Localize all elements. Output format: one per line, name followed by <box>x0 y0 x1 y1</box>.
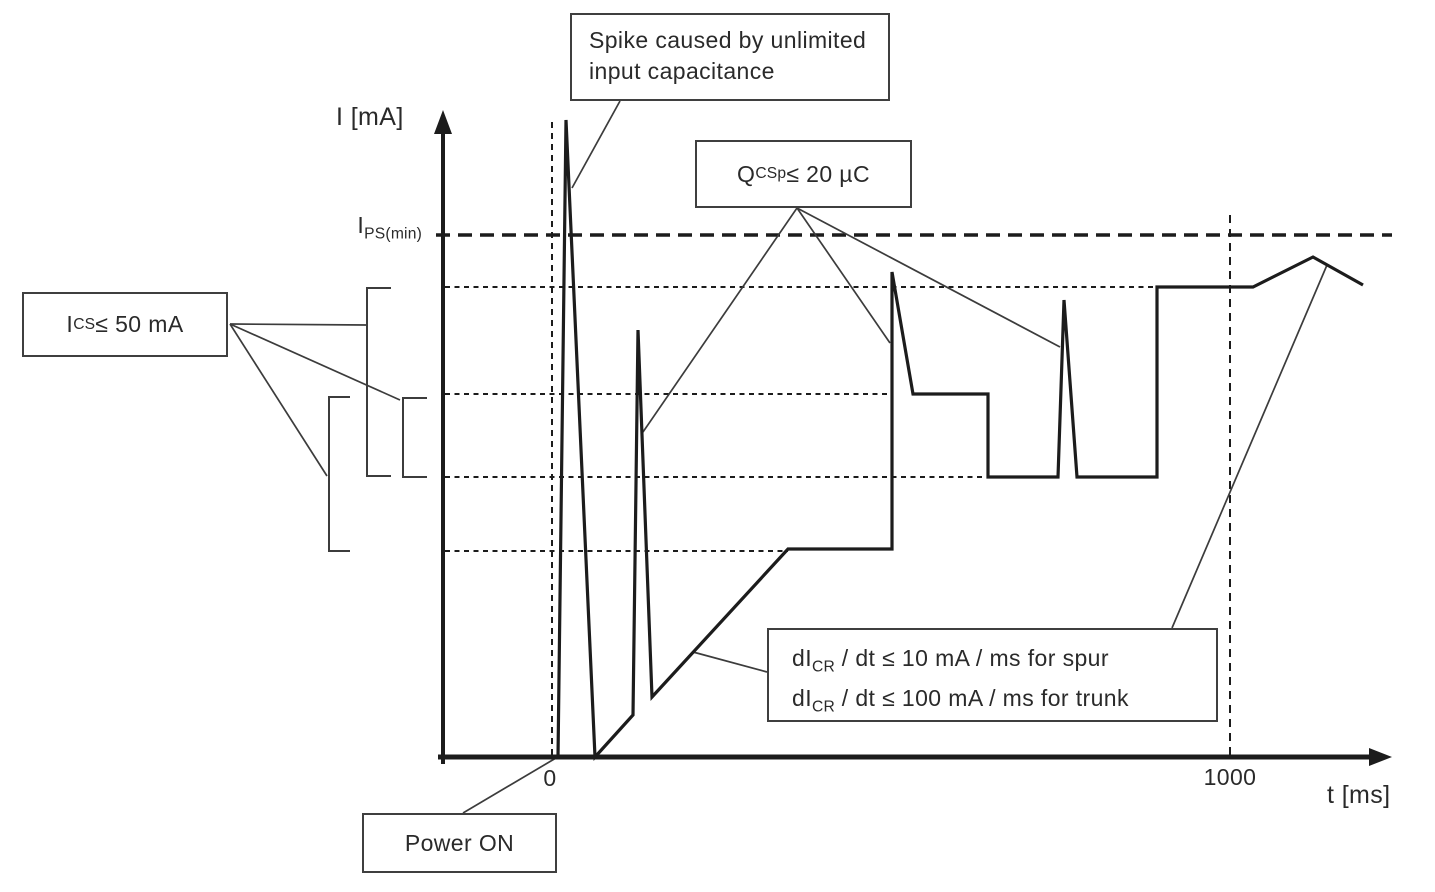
leader-line-3 <box>797 208 890 343</box>
leader-line-4 <box>797 208 1060 347</box>
leader-line-1 <box>572 101 620 188</box>
y-axis-label: I [mA] <box>336 103 404 131</box>
ics-bracket-lower <box>329 397 350 551</box>
qcsp-rest: ≤ 20 µC <box>786 160 870 187</box>
x-axis-label: t [ms] <box>1327 781 1391 809</box>
dicr-line2-rest: / dt ≤ 100 mA / ms for trunk <box>834 684 1129 711</box>
leader-line-5 <box>230 324 366 325</box>
spike-callout-box <box>570 13 890 101</box>
ics-bracket-inner <box>403 398 427 477</box>
x-tick-1000: 1000 <box>1203 764 1257 790</box>
ips-min-label-base: I <box>357 212 365 238</box>
dicr-line1-rest: / dt ≤ 10 mA / ms for spur <box>834 645 1109 671</box>
dicr-line2-sub: CR <box>811 698 835 716</box>
ics-base: I <box>66 311 74 337</box>
dicr-line1-sub: CR <box>811 658 835 676</box>
qcsp-callout-box <box>695 140 912 208</box>
ips-min-label-sub: PS(min) <box>364 225 422 243</box>
power-on-callout-box: Power ON <box>362 813 557 873</box>
ips-min-label <box>328 212 422 244</box>
ics-bracket-upper <box>367 288 391 476</box>
ics-rest: ≤ 50 mA <box>95 311 184 337</box>
dicr-line1-base: dI <box>792 645 812 671</box>
dicr-line1 <box>792 643 1216 683</box>
leader-line-7 <box>230 324 327 476</box>
leader-line-6 <box>230 324 400 400</box>
leader-line-9 <box>1172 265 1327 628</box>
dicr-callout-box <box>767 628 1218 722</box>
ics-callout-box <box>22 292 228 357</box>
leader-line-8 <box>693 652 767 672</box>
y-axis-arrowhead <box>434 110 452 134</box>
leader-line-2 <box>643 208 797 432</box>
x-tick-0: 0 <box>543 765 557 791</box>
dicr-line2 <box>792 683 1216 723</box>
ics-sub: CS <box>73 315 96 333</box>
spike-callout-line2: input capacitance <box>589 58 775 84</box>
qcsp-base: Q <box>737 160 756 187</box>
x-axis-arrowhead <box>1369 748 1392 766</box>
dicr-line2-base: dI <box>792 684 812 711</box>
spike-callout-line1: Spike caused by unlimited <box>589 27 867 53</box>
qcsp-sub: CSp <box>755 165 787 182</box>
